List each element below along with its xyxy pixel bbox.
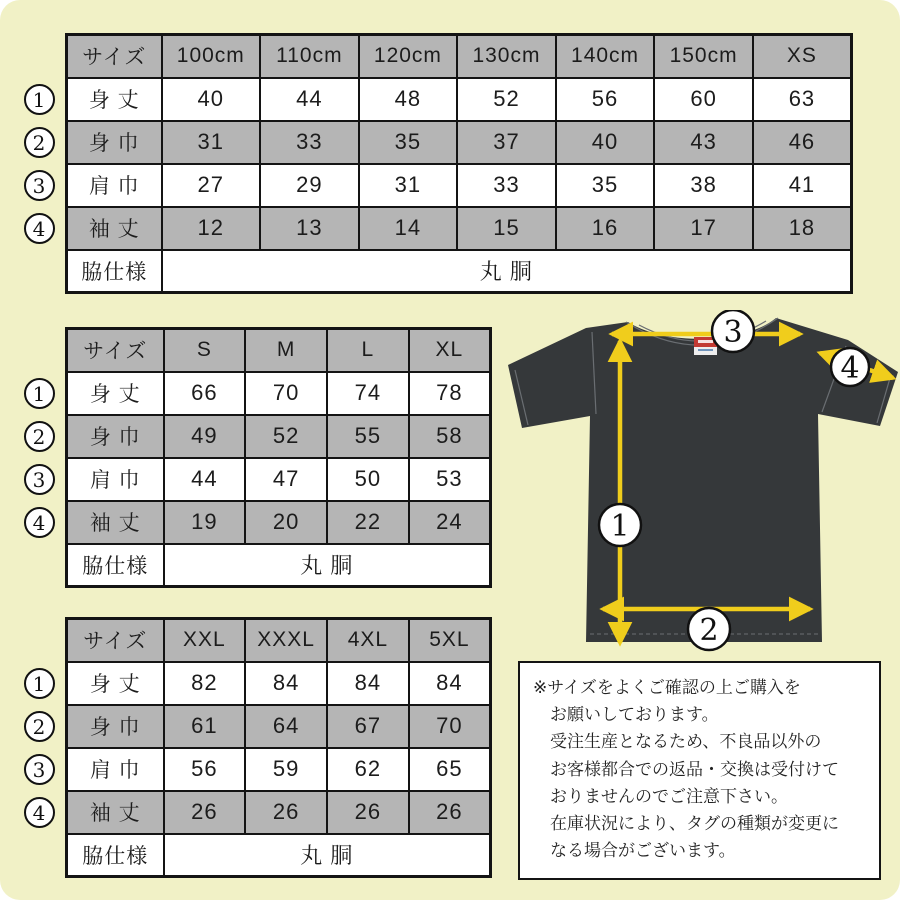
value-cell: 55 [327,415,409,458]
notice-line: お願いしております。 [550,705,719,725]
value-cell: 40 [162,78,261,121]
row-number-badges [21,372,57,544]
circled-number-4: 4 [24,213,55,244]
footer-value-cell: 丸 胴 [162,250,852,293]
value-cell: 18 [753,207,852,250]
value-cell: 84 [327,662,409,705]
notice-line: なる場合がございます。 [550,841,736,861]
value-cell: 46 [753,121,852,164]
column-header-cell: 5XL [409,619,491,662]
value-cell: 35 [556,164,655,207]
purchase-notice [518,661,881,880]
value-cell: 27 [162,164,261,207]
value-cell: 62 [327,748,409,791]
measurement-row [67,705,491,748]
row-label-cell: 袖 丈 [67,791,164,834]
column-header-cell: XL [409,329,491,372]
value-cell: 22 [327,501,409,544]
notice-line: お客様都合での返品・交換は受付けて [550,759,839,779]
footer-value-cell: 丸 胴 [164,544,491,587]
value-cell: 38 [654,164,753,207]
measurement-row [67,78,852,121]
row-label-cell: 身 丈 [67,662,164,705]
row-number-badges [21,662,57,834]
circled-number-2: 2 [24,711,55,742]
value-cell: 60 [654,78,753,121]
value-cell: 58 [409,415,491,458]
value-cell: 82 [164,662,246,705]
value-cell: 31 [359,164,458,207]
circled-number-1: 1 [24,668,55,699]
size-header-cell: サイズ [67,619,164,662]
value-cell: 33 [260,121,359,164]
value-cell: 37 [457,121,556,164]
measure-label-2 [688,608,730,650]
column-header-cell: L [327,329,409,372]
column-header-cell: XXL [164,619,246,662]
column-header-cell: 4XL [327,619,409,662]
notice-line: おりませんのでご注意下さい。 [550,786,788,806]
value-cell: 56 [556,78,655,121]
value-cell: 35 [359,121,458,164]
notice-line: 在庫状況により、タグの種類が変更に [550,813,839,833]
value-cell: 41 [753,164,852,207]
circled-number-2: 2 [24,421,55,452]
measurement-row [67,791,491,834]
row-label-cell: 袖 丈 [67,207,162,250]
value-cell: 15 [457,207,556,250]
circled-number-3: 3 [24,464,55,495]
value-cell: 20 [245,501,327,544]
row-label-cell: 身 巾 [67,121,162,164]
row-label-cell: 肩 巾 [67,164,162,207]
tshirt-measurement-diagram [500,310,900,660]
size-table-block-adult [32,327,492,588]
value-cell: 17 [654,207,753,250]
row-label-cell: 身 丈 [67,372,164,415]
measure-label-4 [831,348,869,386]
size-table-adult [65,327,492,588]
value-cell: 50 [327,458,409,501]
column-header-cell: S [164,329,246,372]
size-table-big [65,617,492,878]
value-cell: 26 [327,791,409,834]
tshirt-svg [500,310,900,660]
measurement-row [67,458,491,501]
svg-text:2: 2 [699,613,719,648]
value-cell: 64 [245,705,327,748]
column-header-cell: M [245,329,327,372]
value-cell: 52 [457,78,556,121]
value-cell: 47 [245,458,327,501]
value-cell: 29 [260,164,359,207]
circled-number-1: 1 [24,84,55,115]
value-cell: 70 [245,372,327,415]
column-header-cell: 110cm [260,35,359,78]
circled-number-2: 2 [24,127,55,158]
value-cell: 66 [164,372,246,415]
circled-number-3: 3 [24,754,55,785]
value-cell: 40 [556,121,655,164]
value-cell: 52 [245,415,327,458]
value-cell: 26 [409,791,491,834]
value-cell: 12 [162,207,261,250]
value-cell: 56 [164,748,246,791]
measure-label-1 [599,504,641,546]
measurement-row [67,372,491,415]
size-table-block-big [32,617,492,878]
value-cell: 43 [654,121,753,164]
row-label-cell: 身 巾 [67,415,164,458]
value-cell: 13 [260,207,359,250]
column-header-cell: 140cm [556,35,655,78]
value-cell: 84 [409,662,491,705]
measurement-row [67,748,491,791]
value-cell: 14 [359,207,458,250]
row-label-cell: 身 巾 [67,705,164,748]
value-cell: 26 [245,791,327,834]
value-cell: 44 [260,78,359,121]
row-number-badges [21,78,57,250]
column-header-cell: XS [753,35,852,78]
value-cell: 67 [327,705,409,748]
value-cell: 70 [409,705,491,748]
column-header-cell: 100cm [162,35,261,78]
circled-number-4: 4 [24,507,55,538]
circled-number-1: 1 [24,378,55,409]
measurement-row [67,121,852,164]
circled-number-3: 3 [24,170,55,201]
value-cell: 16 [556,207,655,250]
value-cell: 78 [409,372,491,415]
row-label-cell: 肩 巾 [67,458,164,501]
value-cell: 31 [162,121,261,164]
svg-text:3: 3 [723,315,743,350]
value-cell: 48 [359,78,458,121]
value-cell: 49 [164,415,246,458]
footer-label-cell: 脇仕様 [67,250,162,293]
value-cell: 84 [245,662,327,705]
size-header-cell: サイズ [67,35,162,78]
value-cell: 26 [164,791,246,834]
value-cell: 74 [327,372,409,415]
value-cell: 24 [409,501,491,544]
circled-number-4: 4 [24,797,55,828]
svg-text:1: 1 [610,509,630,544]
column-header-cell: 150cm [654,35,753,78]
value-cell: 63 [753,78,852,121]
value-cell: 33 [457,164,556,207]
size-header-cell: サイズ [67,329,164,372]
value-cell: 65 [409,748,491,791]
footer-label-cell: 脇仕様 [67,544,164,587]
value-cell: 59 [245,748,327,791]
row-label-cell: 肩 巾 [67,748,164,791]
column-header-cell: 130cm [457,35,556,78]
value-cell: 53 [409,458,491,501]
notice-line: ※サイズをよくご確認の上ご購入を [533,678,801,697]
row-label-cell: 袖 丈 [67,501,164,544]
size-table-kids [65,33,853,294]
measurement-row [67,662,491,705]
measure-label-3 [712,310,754,352]
notice-line: 受注生産となるため、不良品以外の [550,732,822,752]
svg-text:4: 4 [840,351,860,386]
footer-label-cell: 脇仕様 [67,834,164,877]
measurement-row [67,415,491,458]
measurement-row [67,501,491,544]
column-header-cell: 120cm [359,35,458,78]
row-label-cell: 身 丈 [67,78,162,121]
column-header-cell: XXXL [245,619,327,662]
value-cell: 44 [164,458,246,501]
measurement-row [67,207,852,250]
size-table-block-kids [32,33,853,294]
value-cell: 61 [164,705,246,748]
footer-value-cell: 丸 胴 [164,834,491,877]
measurement-row [67,164,852,207]
value-cell: 19 [164,501,246,544]
